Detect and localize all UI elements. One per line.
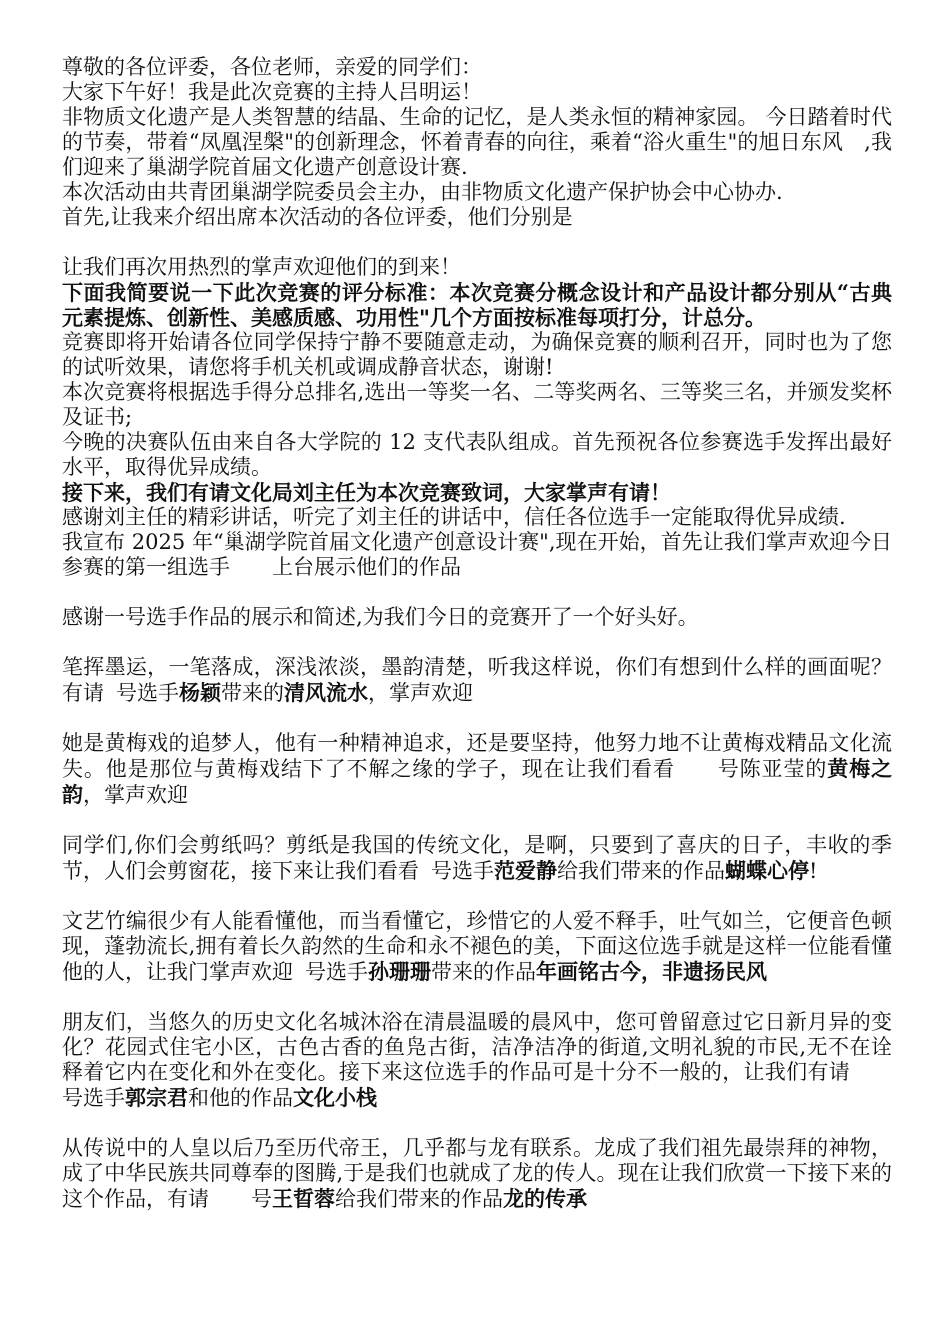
opening-text: 我宣布 2025 年“巢湖学院首届文化遗产创意设计赛",现在开始，首先让我们掌声欢迎今日参赛的第一组选手	[62, 530, 892, 579]
blank-line	[62, 630, 892, 655]
blank-line	[62, 706, 892, 731]
blank-line	[62, 808, 892, 833]
applause-line: 让我们再次用热烈的掌声欢迎他们的到来！	[62, 255, 461, 279]
contestant-sunshanshan: 文艺竹编很少有人能看懂他，而当看懂它，珍惜它的人爱不释手，吐气如兰，它便音色顿现，蓬勃流长,拥有着长久韵然的生命和永不褪色的美，下面这位选手就是这样一位能看懂他的人，让我门掌声欢迎 号选手孙珊珊带来的作品年画铭古今，非遗扬民风	[62, 909, 892, 984]
work-title: 蝴蝶心停	[725, 858, 809, 883]
awards-paragraph: 本次竞赛将根据选手得分总排名,选出一等奖一名、二等奖两名、三等奖三名，并颁发奖杯及证书;	[62, 380, 892, 429]
contestant-name: 范爱静	[494, 858, 557, 883]
silence-notice: 竞赛即将开始请各位同学保持宁静不要随意走动，为确保竞赛的顺利召开，同时也为了您的试听效果，请您将手机关机或调成静音状态，谢谢!	[62, 330, 892, 379]
contestant-yangying: 笔挥墨运，一笔落成，深浅浓淡，墨韵清楚，听我这样说，你们有想到什么样的画面呢？有请 号选手杨颖带来的清风流水，掌声欢迎	[62, 655, 892, 705]
host-greeting: 大家下午好！我是此次竞赛的主持人吕明运！	[62, 80, 482, 104]
work-title: 文化小栈	[293, 1085, 377, 1110]
blank-line	[62, 230, 892, 255]
director-speech-invite: 接下来，我们有请文化局刘主任为本次竞赛致词，大家掌声有请！	[62, 480, 671, 505]
opening-announcement	[62, 530, 892, 580]
intro-paragraph: 非物质文化遗产是人类智慧的结晶、生命的记忆，是人类永恒的精神家园。 今日踏着时代的节奏，带着“凤凰涅槃"的创新理念，怀着青春的向往，乘着“浴火重生"的旭日东风 ,我们迎来了巢湖学院首届文化遗产创意设计赛.	[62, 105, 892, 179]
work-title: 黄梅之韵	[62, 756, 893, 807]
thanks-director: 感谢刘主任的精彩讲话，听完了刘主任的讲话中，信任各位选手一定能取得优异成绩.	[62, 505, 846, 529]
opening-text-tail: 上台展示他们的作品	[272, 555, 461, 579]
blank-line	[62, 985, 892, 1010]
organizer-paragraph: 本次活动由共青团巢湖学院委员会主办，由非物质文化遗产保护协会中心协办.	[62, 180, 783, 204]
blank-line	[62, 884, 892, 909]
teams-paragraph: 今晚的决赛队伍由来自各大学院的 12 支代表队组成。首先预祝各位参赛选手发挥出最好水平，取得优异成绩。	[62, 430, 892, 479]
contestant-chenyaying: 她是黄梅戏的追梦人，他有一种精神追求，还是要坚持，他努力地不让黄梅戏精品文化流失。他是那位与黄梅戏结下了不解之缘的学子，现在让我们看看 号陈亚莹的黄梅之韵，掌声欢迎	[62, 731, 893, 807]
contestant-name: 王晢蓉	[272, 1186, 335, 1211]
contestant-name: 郭宗君	[125, 1085, 188, 1110]
thanks-first-contestant: 感谢一号选手作品的展示和简述,为我们今日的竞赛开了一个好头好。	[62, 605, 699, 629]
scoring-criteria: 下面我简要说一下此次竞赛的评分标准：本次竞赛分概念设计和产品设计都分别从“古典元素提炼、创新性、美感质感、功用性"几个方面按标准每项打分，计总分。	[62, 280, 892, 330]
contestant-fanaijing: 同学们,你们会剪纸吗？剪纸是我国的传统文化，是啊，只要到了喜庆的日子，丰收的季节，人们会剪窗花，接下来让我们看看 号选手范爱静给我们带来的作品蝴蝶心停!	[62, 833, 892, 883]
work-title: 清风流水	[284, 680, 368, 705]
contestant-guozongjun: 朋友们，当悠久的历史文化名城沐浴在清晨温暖的晨风中，您可曾留意过它日新月异的变化？花园式住宅小区，古色古香的鱼凫古街，洁净洁净的街道,文明礼貌的市民,无不在诠释着它内在变化和外在变化。接下来这位选手的作品可是十分不一般的，让我们有请号选手郭宗君和他的作品文化小栈	[62, 1010, 892, 1110]
salutation: 尊敬的各位评委，各位老师，亲爱的同学们：	[62, 55, 482, 79]
contestant-name: 孙珊珊	[368, 959, 431, 984]
work-title: 年画铭古今，非遗扬民风	[536, 959, 767, 984]
contestant-name: 杨颖	[179, 680, 221, 705]
work-title: 龙的传承	[503, 1186, 587, 1211]
blank-line	[62, 580, 892, 605]
blank-line	[62, 1111, 892, 1136]
contestant-wangxirong: 从传说中的人皇以后乃至历代帝王，几乎都与龙有联系。龙成了我们祖先最崇拜的神物，成了中华民族共同尊奉的图腾,于是我们也就成了龙的传人。现在让我们欣赏一下接下来的这个作品，有请 号王晢蓉给我们带来的作品龙的传承	[62, 1136, 892, 1211]
judges-intro: 首先,让我来介绍出席本次活动的各位评委，他们分别是	[62, 205, 573, 229]
